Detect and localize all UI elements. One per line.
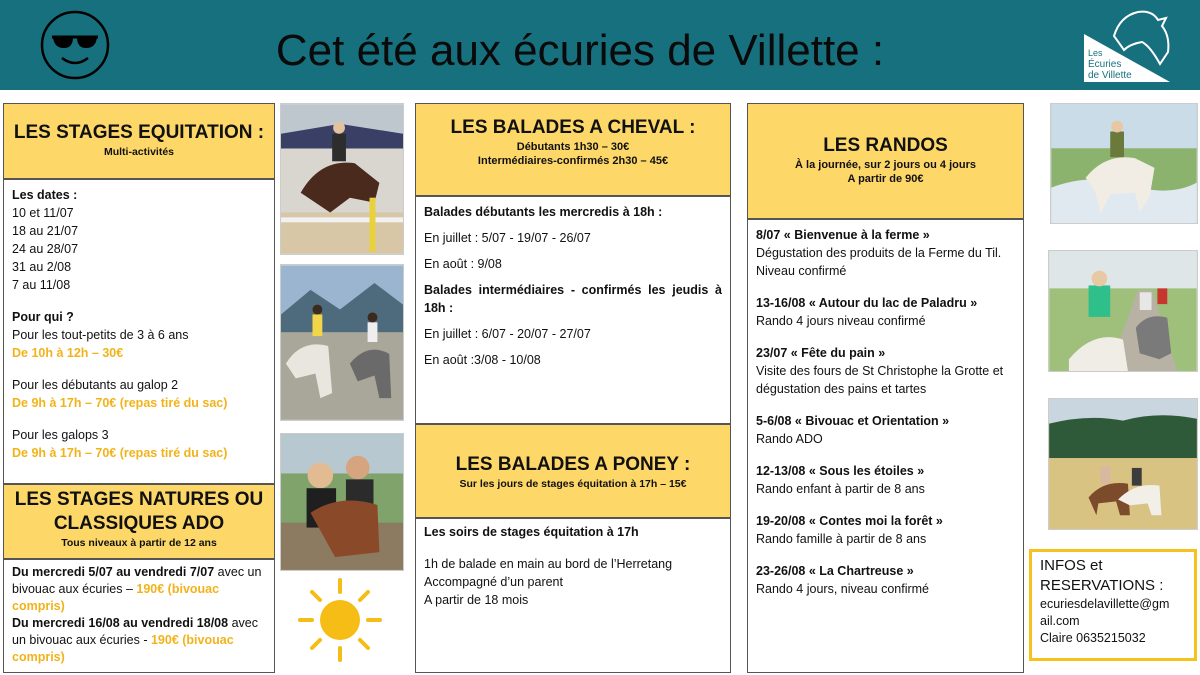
poney-line: A partir de 18 mois	[424, 593, 529, 607]
cheval-intermediaires-label: Balades intermédiaires - confirmés les jeudis à 18h :	[424, 283, 722, 315]
info-email-line1[interactable]: ecuriesdelavillette@gm	[1040, 597, 1170, 611]
photo-horse-water	[1050, 103, 1198, 224]
cheval-body	[415, 196, 731, 424]
group-price: De 9h à 17h – 70€ (repas tiré du sac)	[12, 446, 228, 460]
cheval-header	[415, 103, 731, 196]
ado-title-line2: CLASSIQUES ADO	[53, 513, 225, 534]
horse-logo-icon	[1080, 6, 1174, 86]
date-item: 7 au 11/08	[12, 278, 71, 292]
rando-item: 8/07 « Bienvenue à la ferme » Dégustation des produits de la Ferme du Til. Niveau confirmé	[756, 228, 1002, 278]
pourqui-label: Pour qui ?	[12, 310, 74, 324]
poney-header	[415, 424, 731, 518]
photo-meadow-ride	[1048, 398, 1198, 530]
ado-title-line1: LES STAGES NATURES OU	[14, 489, 264, 510]
ado-event-2: Du mercredi 16/08 au vendredi 18/08 avec un bivouac aux écuries - 190€ (bivouac compris)	[12, 616, 258, 664]
group-who: Pour les tout-petits de 3 à 6 ans	[12, 328, 189, 342]
cheval-debutants-juillet: En juillet : 5/07 - 19/07 - 26/07	[424, 231, 591, 245]
page-title: Cet été aux écuries de Villette :	[275, 26, 885, 75]
cheval-intermediaires-aout: En août :3/08 - 10/08	[424, 353, 541, 367]
poney-subtitle: Sur les jours de stages équitation à 17h – 15€	[459, 478, 687, 490]
cheval-intermediaires-juillet: En juillet : 6/07 - 20/07 - 27/07	[424, 327, 591, 341]
date-item: 31 au 2/08	[12, 260, 72, 274]
info-box	[1029, 549, 1197, 661]
randos-body	[747, 219, 1024, 673]
group-price: De 10h à 12h – 30€	[12, 346, 124, 360]
cheval-title: LES BALADES A CHEVAL :	[450, 117, 696, 138]
photo-girls-pony	[280, 433, 404, 571]
ado-event-1: Du mercredi 5/07 au vendredi 7/07 avec un bivouac aux écuries – 190€ (bivouac compris)	[12, 565, 262, 613]
poney-title: LES BALADES A PONEY :	[455, 454, 691, 475]
group-who: Pour les débutants au galop 2	[12, 378, 179, 392]
rando-item: 23-26/08 « La Chartreuse » Rando 4 jours, niveau confirmé	[756, 564, 930, 596]
rando-item: 12-13/08 « Sous les étoiles » Rando enfant à partir de 8 ans	[756, 464, 925, 496]
info-email-line2[interactable]: ail.com	[1040, 614, 1080, 628]
ado-body	[3, 559, 275, 673]
info-title-line1: INFOS et	[1040, 557, 1103, 574]
group-price: De 9h à 17h – 70€ (repas tiré du sac)	[12, 396, 228, 410]
photo-ponies-mountains	[280, 264, 404, 421]
stages-title: LES STAGES EQUITATION :	[13, 122, 265, 143]
rando-item: 23/07 « Fête du pain » Visite des fours de St Christophe la Grotte et dégustation des pains et tartes	[756, 346, 1004, 396]
randos-title: LES RANDOS	[823, 135, 948, 156]
date-item: 24 au 28/07	[12, 242, 79, 256]
group-who: Pour les galops 3	[12, 428, 109, 442]
logo-text-villette: de Villette	[1088, 70, 1132, 81]
stages-body	[3, 179, 275, 484]
dates-label: Les dates :	[12, 188, 78, 202]
randos-line2: A partir de 90€	[847, 173, 924, 185]
cheval-debutants-label: Balades débutants les mercredis à 18h :	[424, 205, 663, 219]
rando-item: 19-20/08 « Contes moi la forêt » Rando famille à partir de 8 ans	[756, 514, 943, 546]
info-phone[interactable]: Claire 0635215032	[1040, 631, 1146, 645]
randos-line1: À la journée, sur 2 jours ou 4 jours	[795, 159, 976, 171]
rando-item: 13-16/08 « Autour du lac de Paladru » Rando 4 jours niveau confirmé	[756, 296, 978, 328]
cheval-line1: Débutants 1h30 – 30€	[516, 141, 630, 153]
poney-label: Les soirs de stages équitation à 17h	[424, 525, 639, 539]
poney-line: 1h de balade en main au bord de l’Herretang	[424, 557, 673, 571]
ado-subtitle: Tous niveaux à partir de 12 ans	[61, 537, 217, 549]
rando-item: 5-6/08 « Bivouac et Orientation » Rando ADO	[756, 414, 950, 446]
cheval-line2: Intermédiaires-confirmés 2h30 – 45€	[477, 155, 669, 167]
sun-icon	[296, 576, 384, 664]
stages-subtitle: Multi-activités	[103, 146, 174, 158]
info-title-line2: RESERVATIONS :	[1040, 577, 1164, 594]
photo-riders-trail	[1048, 250, 1198, 372]
logo-text-ecuries: Écuries	[1088, 59, 1122, 70]
header-banner	[0, 0, 1200, 90]
poney-body	[415, 518, 731, 673]
cheval-debutants-aout: En août : 9/08	[424, 257, 502, 271]
stages-header	[3, 103, 275, 179]
photo-horse-jump	[280, 103, 404, 255]
poney-line: Accompagné d’un parent	[424, 575, 563, 589]
date-item: 18 au 21/07	[12, 224, 79, 238]
randos-header	[747, 103, 1024, 219]
logo-text-les: Les	[1088, 48, 1103, 58]
date-item: 10 et 11/07	[12, 206, 74, 220]
ado-header	[3, 484, 275, 559]
